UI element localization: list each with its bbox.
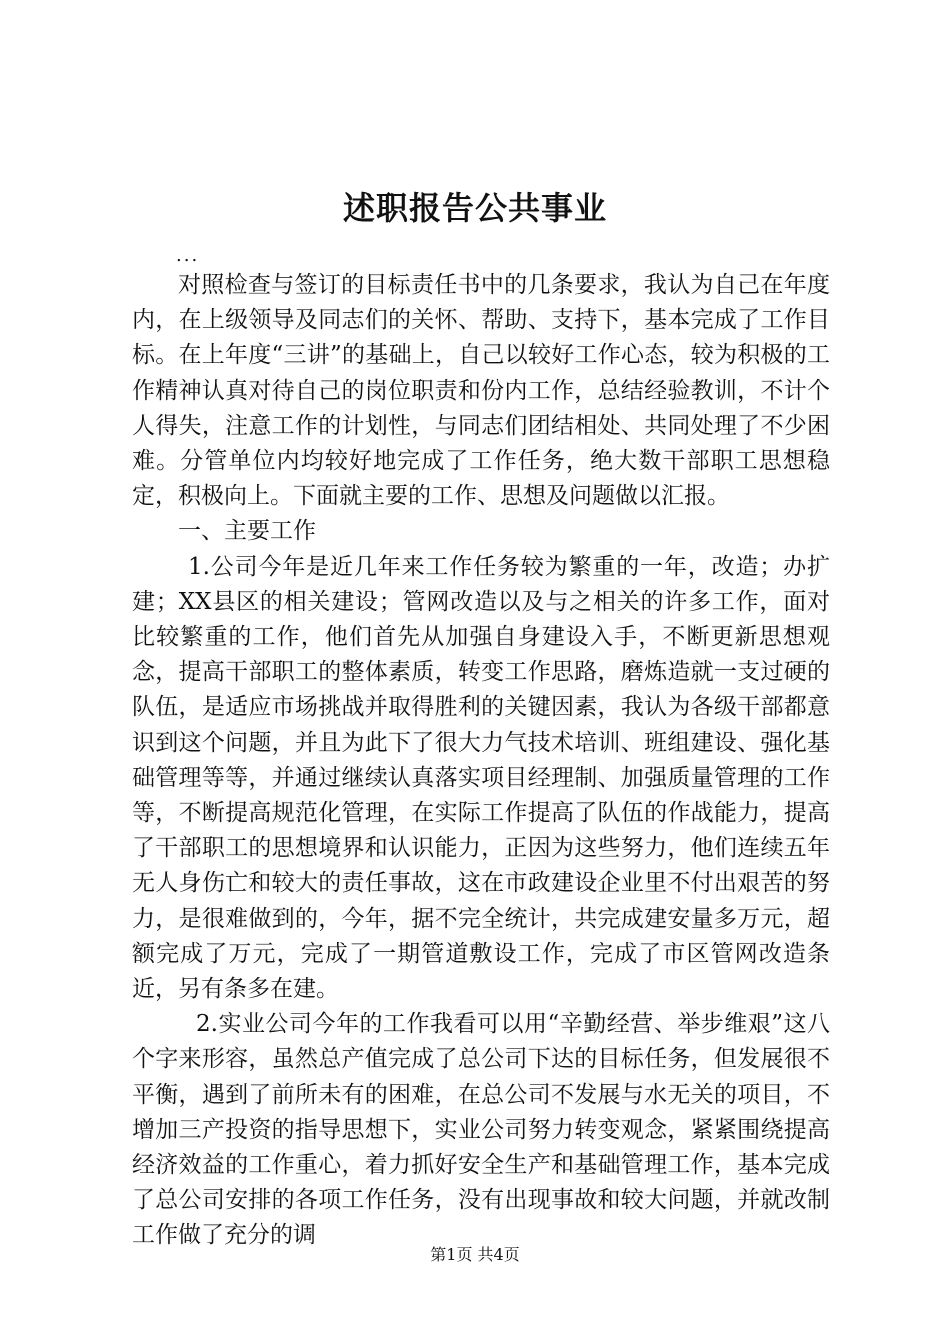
document-body [132,268,830,1254]
section-heading: 一、主要工作 [178,518,316,545]
page-footer: 第1页 共4页 [430,1245,520,1264]
page-title: 述职报告公共事业 [342,189,607,227]
ellipsis-marker: ... [176,245,200,266]
intro-paragraph: 对照检查与签订的目标责任书中的几条要求，我认为自己在年度内，在上级领导及同志们的关怀、帮助、支持下，基本完成了工作目标。在上年度“三讲”的基础上，自己以较好工作心态，较为积极的工作精神认真对待自己的岗位职责和份内工作，总结经验教训，不计个人得失，注意工作的计划性，与同志们团结相处、共同处理了不少困难。分管单位内均较好地完成了工作任务，绝大数干部职工思想稳定，积极向上。下面就主要的工作、思想及问题做以汇报。 [132,272,830,510]
item-paragraph-2: 2.实业公司今年的工作我看可以用“辛勤经营、举步维艰”这八个字来形容，虽然总产值完成了总公司下达的目标任务，但发展很不平衡，遇到了前所未有的困难，在总公司不发展与水无关的项目，不增加三产投资的指导思想下，实业公司努力转变观念，紧紧围绕提高经济效益的工作重心，着力抓好安全生产和基础管理工作，基本完成了总公司安排的各项工作任务，没有出现事故和较大问题，并就改制工作做了充分的调 [132,1011,830,1249]
item-paragraph-1: 1.公司今年是近几年来工作任务较为繁重的一年，改造；办扩建；XX县区的相关建设；管网改造以及与之相关的许多工作，面对比较繁重的工作，他们首先从加强自身建设入手，不断更新思想观念，提高干部职工的整体素质，转变工作思路，磨炼造就一支过硬的队伍，是适应市场挑战并取得胜利的关键因素，我认为各级干部都意识到这个问题，并且为此下了很大力气技术培训、班组建设、强化基础管理等等，并通过继续认真落实项目经理制、加强质量管理的工作等，不断提高规范化管理，在实际工作提高了队伍的作战能力，提高了干部职工的思想境界和认识能力，正因为这些努力，他们连续五年无人身伤亡和较大的责任事故，这在市政建设企业里不付出艰苦的努力，是很难做到的，今年，据不完全统计，共完成建安量多万元，超额完成了万元，完成了一期管道敷设工作，完成了市区管网改造条近，另有条多在建。 [132,553,830,1003]
